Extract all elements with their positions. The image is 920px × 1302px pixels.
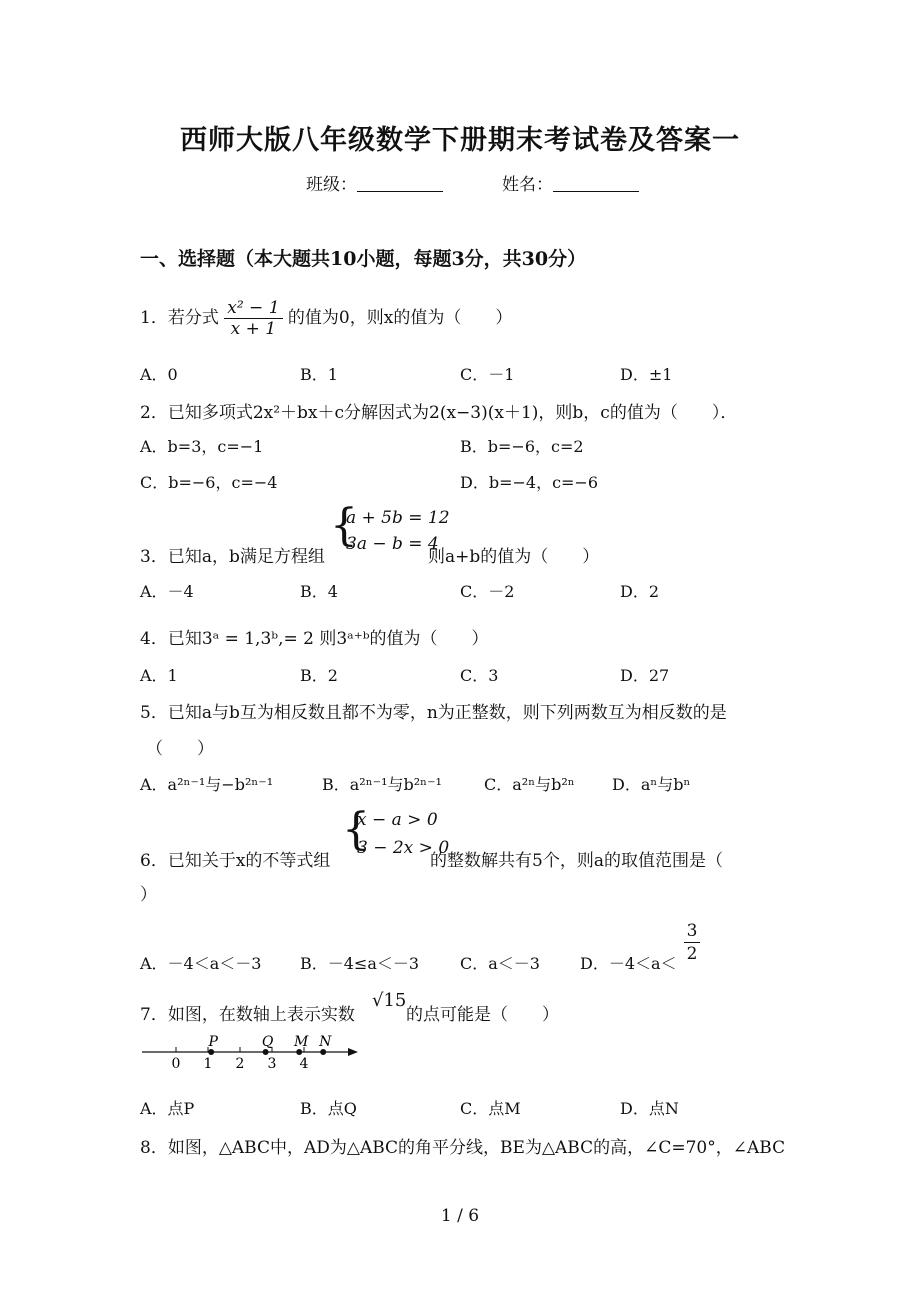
q6-brace: { xyxy=(342,804,370,855)
q6-d-denominator: 2 xyxy=(686,944,698,964)
q1-numerator: x² − 1 xyxy=(224,298,282,319)
q6-option-a[interactable]: A．－4＜a＜－3 xyxy=(140,954,262,973)
question-1 xyxy=(140,298,512,339)
axis-tick-label: 3 xyxy=(267,1056,277,1072)
q1-suffix: 的值为0，则x的值为（ ） xyxy=(287,308,513,328)
q1-fraction xyxy=(224,298,282,339)
q2-option-c[interactable]: C．b=−6，c=−4 xyxy=(140,473,278,492)
q5-option-d[interactable]: D．aⁿ与bⁿ xyxy=(612,775,691,794)
q3-option-a[interactable]: A．－4 xyxy=(140,582,194,601)
q7-option-c[interactable]: C．点M xyxy=(460,1099,521,1118)
q3-option-d[interactable]: D．2 xyxy=(620,582,660,601)
q7-prefix: 7．如图，在数轴上表示实数 xyxy=(140,1005,355,1025)
q6-inequality-2: 3 − 2x > 0 xyxy=(357,838,450,858)
name-label: 姓名： xyxy=(502,175,553,195)
q5-option-b[interactable]: B．a²ⁿ⁻¹与b²ⁿ⁻¹ xyxy=(322,775,442,794)
q7-option-d[interactable]: D．点N xyxy=(620,1099,679,1118)
q2-option-d[interactable]: D．b=−4，c=−6 xyxy=(460,473,599,492)
q6-d-numerator: 3 xyxy=(684,920,700,943)
q7-radical: √15 xyxy=(372,990,407,1011)
question-4: 4．已知3ᵃ = 1,3ᵇ,= 2 则3ᵃ⁺ᵇ的值为（ ） xyxy=(140,629,489,649)
class-label: 班级： xyxy=(306,175,357,195)
q4-option-b[interactable]: B．2 xyxy=(300,666,338,685)
q3-brace: { xyxy=(330,500,358,551)
q6-inequality-1: x − a > 0 xyxy=(357,810,438,830)
q3-option-c[interactable]: C．－2 xyxy=(460,582,515,601)
name-field xyxy=(502,170,639,195)
question-5-line-1: 5．已知a与b互为相反数且都不为零，n为正整数，则下列两数互为相反数的是 xyxy=(140,703,727,723)
point-label: N xyxy=(319,1034,332,1050)
q6-option-d-fraction xyxy=(684,920,700,965)
point-label: P xyxy=(208,1034,218,1050)
question-2: 2．已知多项式2x²＋bx＋c分解因式为2(x−3)(x＋1)，则b，c的值为（ ）． xyxy=(140,403,738,423)
number-line-figure xyxy=(140,1028,366,1076)
q4-option-a[interactable]: A．1 xyxy=(140,666,178,685)
axis-arrow-icon xyxy=(348,1048,358,1056)
point-label: M xyxy=(294,1034,309,1050)
axis-tick-label: 2 xyxy=(235,1056,245,1072)
point-label: Q xyxy=(261,1034,274,1050)
name-blank[interactable] xyxy=(553,175,639,192)
q7-suffix: 的点可能是（ ） xyxy=(406,1005,559,1025)
q1-option-a[interactable]: A．0 xyxy=(140,365,178,384)
q1-option-c[interactable]: C．－1 xyxy=(460,365,515,384)
class-field xyxy=(306,170,443,195)
q6-option-d[interactable]: D．－4＜a＜ xyxy=(580,954,677,973)
q7-option-b[interactable]: B．点Q xyxy=(300,1099,357,1118)
q1-option-d[interactable]: D．±1 xyxy=(620,365,673,384)
q3-suffix: 则a+b的值为（ ） xyxy=(428,547,600,567)
q2-option-b[interactable]: B．b=−6，c=2 xyxy=(460,437,584,456)
axis-tick-label: 4 xyxy=(299,1056,309,1072)
q3-option-b[interactable]: B．4 xyxy=(300,582,338,601)
q6-option-b[interactable]: B．－4≤a＜－3 xyxy=(300,954,420,973)
axis-tick-label: 0 xyxy=(171,1056,181,1072)
question-5-line-2: （ ） xyxy=(146,739,214,759)
q5-option-a[interactable]: A．a²ⁿ⁻¹与−b²ⁿ⁻¹ xyxy=(140,775,274,794)
q1-prefix: 1．若分式 xyxy=(140,308,219,328)
q2-option-a[interactable]: A．b=3，c=−1 xyxy=(140,437,264,456)
question-8: 8．如图，△ABC中，AD为△ABC的角平分线，BE为△ABC的高，∠C=70°，∠ABC xyxy=(140,1138,786,1158)
q1-option-b[interactable]: B．1 xyxy=(300,365,338,384)
q6-prefix: 6．已知关于x的不等式组 xyxy=(140,851,331,871)
q3-prefix: 3．已知a，b满足方程组 xyxy=(140,547,325,567)
q1-denominator: x + 1 xyxy=(230,319,277,339)
q4-option-d[interactable]: D．27 xyxy=(620,666,670,685)
axis-tick-label: 1 xyxy=(203,1056,213,1072)
class-blank[interactable] xyxy=(357,175,443,192)
q4-option-c[interactable]: C．3 xyxy=(460,666,499,685)
q6-suffix: 的整数解共有5个，则a的取值范围是（ xyxy=(430,851,723,871)
q7-option-a[interactable]: A．点P xyxy=(140,1099,195,1118)
page-title: 西师大版八年级数学下册期末考试卷及答案一 xyxy=(180,125,740,156)
q3-equation-1: a + 5b = 12 xyxy=(346,508,450,528)
q3-equation-2: 3a − b = 4 xyxy=(346,534,439,554)
q6-option-c[interactable]: C．a＜－3 xyxy=(460,954,540,973)
q6-line-2: ） xyxy=(140,885,157,905)
q5-option-c[interactable]: C．a²ⁿ与b²ⁿ xyxy=(484,775,575,794)
page-number: 1 / 6 xyxy=(440,1206,480,1226)
section-heading: 一、选择题（本大题共10小题，每题3分，共30分） xyxy=(140,248,587,270)
